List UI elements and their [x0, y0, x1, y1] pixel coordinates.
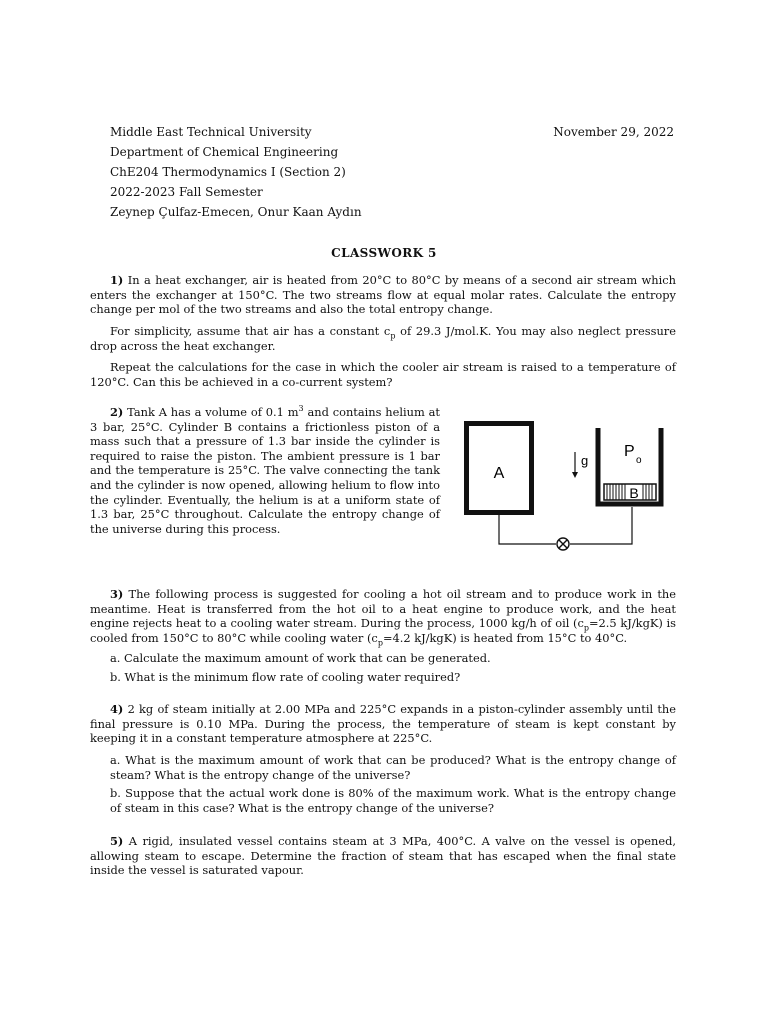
- question-number: 2): [110, 405, 124, 419]
- university-name: Middle East Technical University: [110, 125, 312, 139]
- pressure-label: P: [624, 443, 635, 460]
- question-text: In a heat exchanger, air is heated from 20°C to 80°C by means of a second air stream which enters the exchanger at 150°C. The two streams flow at equal molar rates. Calculate the entropy change per mol of the two streams and also the total entropy change.: [90, 273, 676, 317]
- question-4-item-b: b. Suppose that the actual work done is 80% of the maximum work. What is the entropy change of steam in this case? What is the entropy change of the universe?: [110, 786, 676, 815]
- superscript: 3: [298, 404, 304, 414]
- question-3: [90, 587, 677, 648]
- tank-cylinder-diagram: [460, 418, 680, 558]
- text-span: A rigid, insulated vessel contains steam at 3 MPa, 400°C. A valve on the vessel is opened, allowing steam to escape. Determine the fraction of steam that has escaped when the final state inside the vessel is saturated vapour.: [90, 834, 676, 878]
- text-span: The following process is suggested for cooling a hot oil stream and to produce work in the meantime. Heat is transferred from the hot oil to a heat engine to produce work, and the heat engine rejects heat to a cooling water stream. During the process, 1000 kg/h of oil (c: [90, 587, 677, 631]
- question-number: 4): [110, 702, 124, 716]
- question-4: [90, 702, 676, 746]
- text-span: =2.5 kJ/kgK) is cooled from 150°C to 80°C while cooling water (c: [90, 616, 676, 645]
- gravity-label: g: [581, 453, 589, 468]
- question-1-repeat: Repeat the calculations for the case in which the cooler air stream is raised to a temperature of 120°C. Can this be achieved in a co-current system?: [90, 360, 676, 389]
- header-block: [110, 122, 362, 222]
- question-5: [90, 834, 676, 878]
- department-name: Department of Chemical Engineering: [110, 145, 339, 159]
- subscript: p: [583, 623, 589, 633]
- subscript: p: [377, 638, 383, 648]
- page-title: CLASSWORK 5: [331, 246, 437, 260]
- text-span: of 29.3 J/mol.K. You may also neglect pressure drop across the heat exchanger.: [90, 324, 676, 353]
- question-3-item-b: b. What is the minimum flow rate of cooling water required?: [110, 670, 461, 684]
- question-number: 1): [110, 273, 124, 287]
- text-span: Tank A has a volume of 0.1 m: [127, 405, 299, 419]
- pressure-subscript: o: [636, 455, 642, 466]
- text-span: and contains helium at 3 bar, 25°C. Cylinder B contains a frictionless piston of a mass such that a pressure of 1.3 bar inside the cylinder is required to raise the piston. The ambient pressure is 1 bar and the temperature is 25°C. The valve connecting the tank and the cylinder is now opened, allowing helium to flow into the cylinder. Eventually, the helium is at a uniform state of 1.3 bar, 25°C throughout. Calculate the entropy change of the universe during this process.: [90, 405, 440, 536]
- date: November 29, 2022: [553, 125, 674, 139]
- pipe-right: [570, 507, 632, 544]
- text-span: 2 kg of steam initially at 2.00 MPa and 225°C expands in a piston-cylinder assembly until the final pressure is 0.10 MPa. During the process, the temperature of steam is kept constant by keeping it in a constant temperature atmosphere at 225°C.: [90, 702, 677, 746]
- question-4-item-a: a. What is the maximum amount of work that can be produced? What is the entropy change of steam? What is the entropy change of the universe?: [110, 753, 676, 782]
- course-name: ChE204 Thermodynamics I (Section 2): [110, 165, 346, 179]
- text-span: For simplicity, assume that air has a constant c: [110, 324, 391, 338]
- tank-label: A: [493, 465, 505, 482]
- question-1-assumption: [90, 324, 676, 353]
- question-2: [90, 405, 440, 536]
- question-number: 5): [110, 834, 124, 848]
- pipe-left: [499, 515, 556, 544]
- instructors: Zeynep Çulfaz-Emecen, Onur Kaan Aydın: [110, 205, 362, 219]
- semester: 2022-2023 Fall Semester: [110, 185, 263, 199]
- question-3-item-a: a. Calculate the maximum amount of work that can be generated.: [110, 651, 491, 665]
- question-1: [90, 273, 676, 317]
- text-span: =4.2 kJ/kgK) is heated from 15°C to 40°C.: [382, 630, 628, 645]
- gravity-arrowhead: [572, 472, 578, 478]
- cylinder-label: B: [629, 485, 639, 501]
- question-number: 3): [110, 587, 124, 601]
- subscript: p: [390, 331, 396, 341]
